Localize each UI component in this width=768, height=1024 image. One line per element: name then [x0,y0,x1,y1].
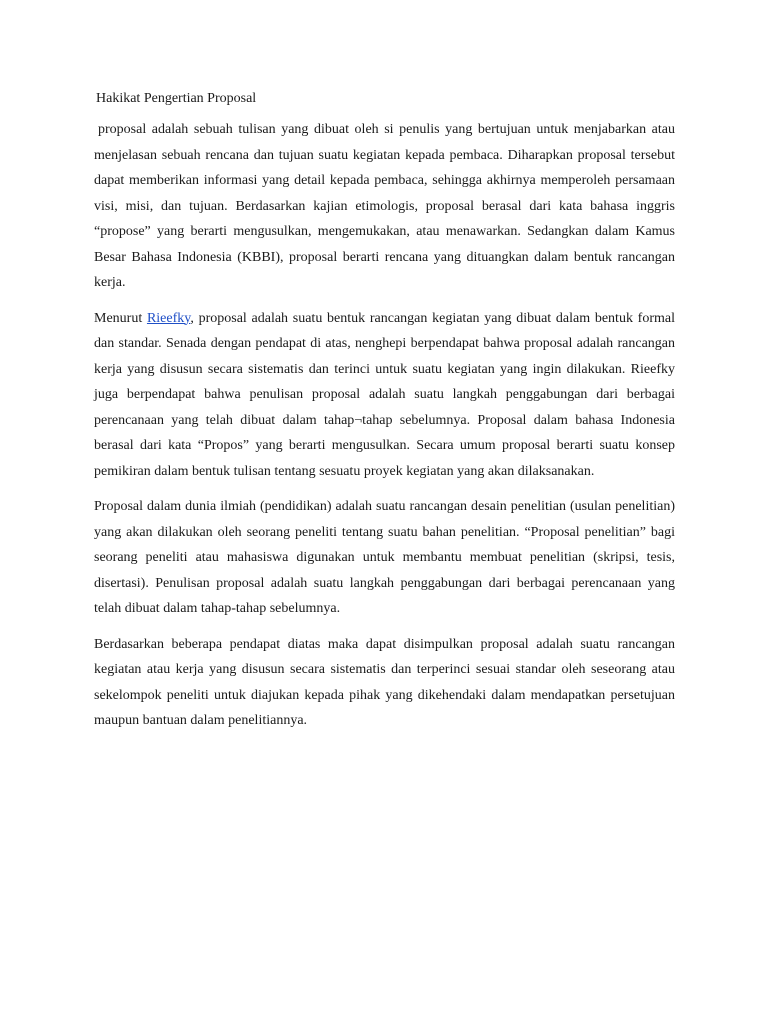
rieefky-link[interactable]: Rieefky [146,310,191,326]
paragraph-rieefky-body: , proposal adalah suatu bentuk rancangan kegiatan yang dibuat dalam bentuk formal dan standar. Senada dengan pendapat di atas, nenghepi berpendapat bahwa proposal adalah rancangan kerja yang disusun secara sistematis dan terinci untuk suatu kegiatan yang ingin dilakukan. Rieefky juga berpendapat bahwa penulisan proposal adalah suatu langkah penggabungan dari berbagai perencanaan yang telah dibuat dalam tahap¬tahap sebelumnya. Proposal dalam bahasa Indonesia berasal dari kata “Propos” yang berarti mengusulkan. Secara umum proposal berarti suatu konsep pemikiran dalam bentuk tulisan tentang sesuatu proyek kegiatan yang akan dilaksanakan. [94,310,675,479]
document-title: Hakikat Pengertian Proposal [96,91,257,106]
paragraph-definition: proposal adalah sebuah tulisan yang dibuat oleh si penulis yang bertujuan untuk menjabarkan atau menjelasan sebuah rencana dan tujuan suatu kegiatan kepada pembaca. Diharapkan proposal tersebut dapat memberikan informasi yang detail kepada pembaca, sehingga akhirnya memperoleh persamaan visi, misi, dan tujuan. Berdasarkan kajian etimologis, proposal berasal dari kata bahasa inggris “propose” yang berarti mengusulkan, mengemukakan, atau menawarkan. Sedangkan dalam Kamus Besar Bahasa Indonesia (KBBI), proposal berarti rencana yang dituangkan dalam bentuk rancangan kerja. [94,122,675,290]
document-page [94,86,675,744]
paragraph-conclusion: Berdasarkan beberapa pendapat diatas maka dapat disimpulkan proposal adalah suatu rancangan kegiatan atau kerja yang disusun secara sistematis dan terperinci sesuai standar oleh seseorang atau sekelompok peneliti untuk diajukan kepada pihak yang dikehendaki dalam mendapatkan persetujuan maupun bantuan dalam penelitiannya. [94,636,675,728]
paragraph-rieefky [94,306,675,485]
paragraph-scientific: Proposal dalam dunia ilmiah (pendidikan) adalah suatu rancangan desain penelitian (usulan penelitian) yang akan dilakukan oleh seorang peneliti tentang suatu bahan penelitian. “Proposal penelitian” bagi seorang peneliti atau mahasiswa digunakan untuk membantu membuat penelitian (skripsi, tesis, disertasi). Penulisan proposal adalah suatu langkah penggabungan dari berbagai perencanaan yang telah dibuat dalam tahap-tahap sebelumnya. [94,499,675,616]
paragraph-rieefky-lead: Menurut [94,310,147,326]
